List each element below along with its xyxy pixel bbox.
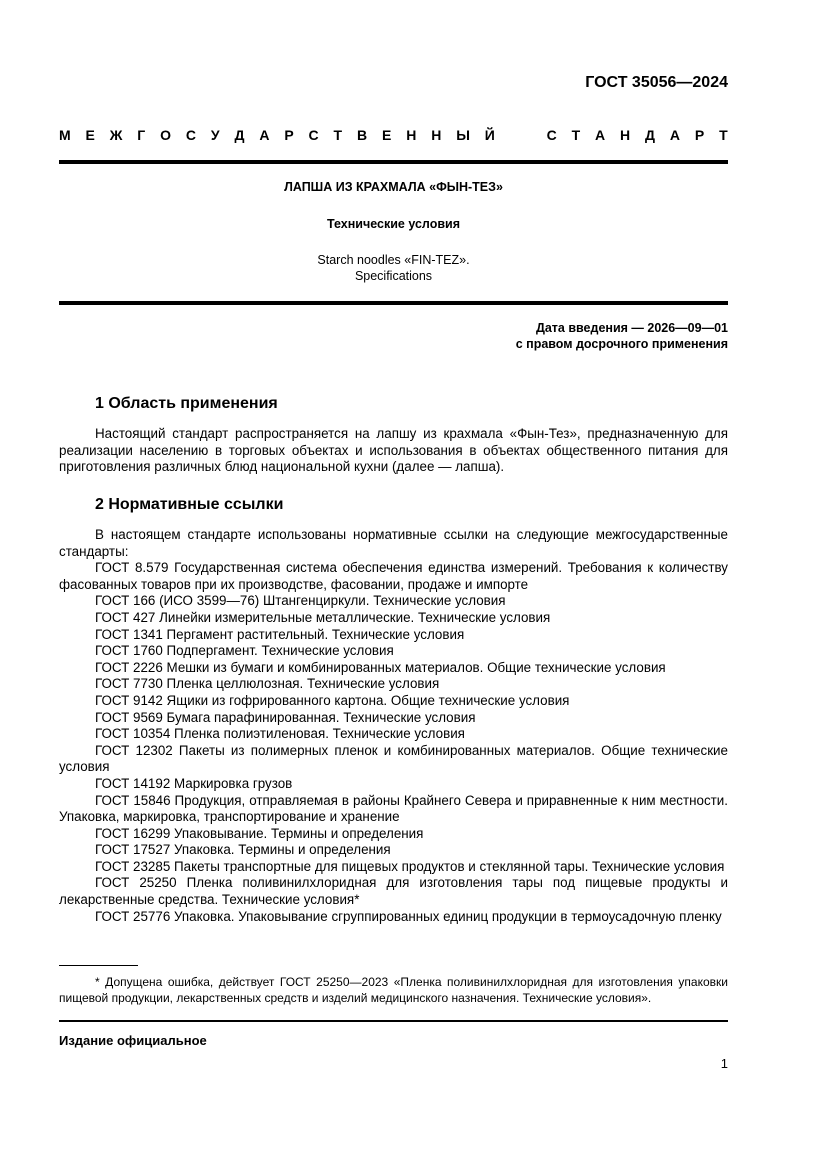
reference-item: ГОСТ 9142 Ящики из гофрированного картона. Общие технические условия — [95, 692, 570, 708]
reference-item: ГОСТ 15846 Продукция, отправляемая в районы Крайнего Севера и приравненные к ним местности. Упаковка, маркировка, транспортирование и хранение — [59, 792, 728, 825]
banner-letter: Ы — [456, 127, 470, 143]
introduction-date — [516, 320, 728, 352]
reference-item: ГОСТ 8.579 Государственная система обеспечения единства измерений. Требования к количеству фасованных товаров при их производстве, фасовании, продаже и импорте — [59, 560, 728, 592]
interstate-standard-banner — [59, 127, 728, 143]
reference-item: ГОСТ 23285 Пакеты транспортные для пищевых продуктов и стеклянной тары. Технические условия — [95, 858, 725, 874]
paragraph: В настоящем стандарте использованы нормативные ссылки на следующие межгосударственные стандарты: — [59, 527, 728, 559]
reference-item: ГОСТ 9569 Бумага парафинированная. Технические условия — [95, 709, 476, 725]
reference-item: ГОСТ 17527 Упаковка. Термины и определения — [95, 842, 391, 858]
english-title — [59, 252, 728, 284]
english-title-line: Starch noodles «FIN-TEZ». — [317, 253, 470, 267]
banner-letter: Р — [284, 127, 294, 143]
section-1-body — [59, 426, 728, 476]
banner-letter: Е — [381, 127, 392, 143]
paragraph: Настоящий стандарт распространяется на лапшу из крахмала «Фын-Тез», предназначенную для реализации населению в торговых объектах и использования в объектах общественного питания для приготовления различных блюд национальной кухни (далее — лапша). — [59, 426, 728, 475]
introduction-date-line: Дата введения — 2026—09—01 — [535, 321, 728, 335]
banner-letter: Д — [645, 127, 656, 143]
banner-letter: А — [669, 127, 681, 143]
section-1-heading: 1 Область применения — [95, 395, 278, 412]
banner-letter: Т — [333, 127, 343, 143]
banner-letter: В — [356, 127, 368, 143]
early-application-line: с правом досрочного применения — [515, 337, 728, 351]
reference-item: ГОСТ 1341 Пергамент растительный. Технические условия — [95, 626, 465, 642]
footnote-separator — [59, 965, 138, 966]
banner-letter: Е — [85, 127, 95, 143]
banner-letter: А — [595, 127, 606, 143]
section-2-heading: 2 Нормативные ссылки — [95, 496, 284, 513]
banner-letter: С — [546, 127, 557, 143]
reference-item: ГОСТ 1760 Подпергамент. Технические условия — [95, 643, 394, 659]
banner-letter: Т — [571, 127, 581, 143]
reference-item: ГОСТ 7730 Пленка целлюлозная. Технические условия — [95, 676, 440, 692]
banner-letter: Н — [431, 127, 442, 143]
banner-letter: Н — [406, 127, 417, 143]
reference-item: ГОСТ 166 (ИСО 3599—76) Штангенциркули. Технические условия — [95, 593, 506, 609]
banner-letter: Й — [484, 127, 495, 143]
official-edition-label: Издание официальное — [59, 1033, 207, 1048]
banner-letter: О — [160, 127, 171, 143]
banner-letter: С — [185, 127, 196, 143]
banner-letter: У — [210, 127, 220, 143]
banner-letter: Ж — [109, 127, 123, 143]
banner-letter: Т — [719, 127, 728, 143]
section-2-body — [59, 527, 728, 925]
banner-letter: М — [59, 127, 71, 143]
banner-letter: С — [308, 127, 319, 143]
footnote-text: * Допущена ошибка, действует ГОСТ 25250—2023 «Пленка поливинилхлоридная для изготовления упаковки пищевой продукции, лекарственных средств и изделий медицинского назначения. Технические условия». — [59, 975, 728, 1005]
english-title-line: Specifications — [354, 269, 433, 283]
banner-letter: Д — [234, 127, 245, 143]
title-rule — [59, 301, 728, 305]
banner-letter: Н — [620, 127, 631, 143]
reference-item: ГОСТ 14192 Маркировка грузов — [95, 775, 293, 791]
banner-letter: Г — [137, 127, 146, 143]
reference-item: ГОСТ 10354 Пленка полиэтиленовая. Технические условия — [95, 726, 465, 742]
reference-item: ГОСТ 12302 Пакеты из полимерных пленок и комбинированных материалов. Общие технические условия — [59, 742, 728, 775]
header-rule — [59, 160, 728, 164]
banner-letter: А — [259, 127, 270, 143]
banner-letter: Р — [694, 127, 705, 143]
document-subtitle: Технические условия — [326, 217, 460, 231]
banner-word-gap — [510, 127, 532, 143]
reference-item: ГОСТ 2226 Мешки из бумаги и комбинированных материалов. Общие технические условия — [95, 659, 666, 675]
document-title: ЛАПША ИЗ КРАХМАЛА «ФЫН-ТЕЗ» — [284, 180, 503, 194]
footer-rule — [59, 1020, 728, 1022]
document-number: ГОСТ 35056—2024 — [585, 74, 728, 91]
reference-item: ГОСТ 25776 Упаковка. Упаковывание сгруппированных единиц продукции в термоусадочную пленку — [95, 908, 722, 924]
reference-item: ГОСТ 427 Линейки измерительные металлические. Технические условия — [95, 609, 551, 625]
page-number: 1 — [720, 1056, 728, 1071]
reference-item: ГОСТ 25250 Пленка поливинилхлоридная для изготовления тары под пищевые продукты и лекарственные средства. Технические условия* — [59, 875, 728, 908]
footnote — [59, 974, 728, 1006]
reference-item: ГОСТ 16299 Упаковывание. Термины и определения — [95, 825, 424, 841]
